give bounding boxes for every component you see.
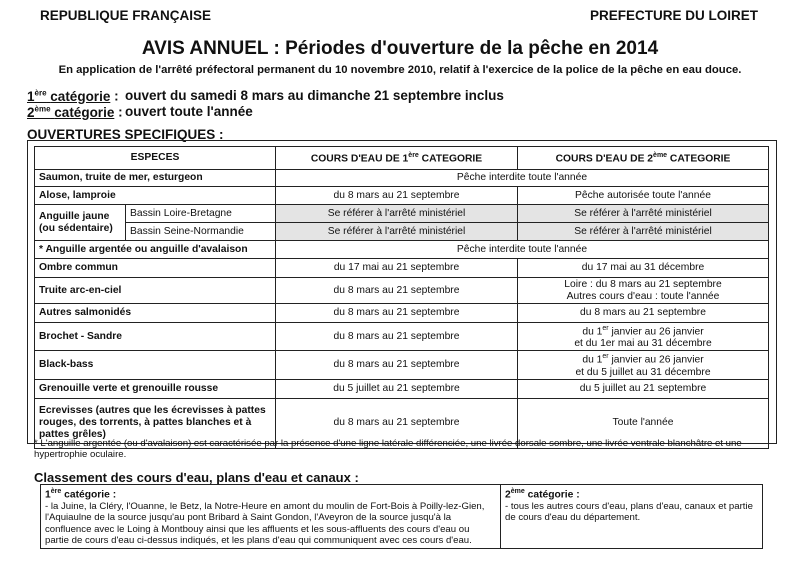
period-ombre-cat1: du 17 mai au 21 septembre: [276, 259, 518, 278]
table-row: [35, 278, 769, 304]
classement-cat1-cell: [41, 485, 501, 549]
species-alose: Alose, lamproie: [35, 187, 276, 205]
period-blackbass-cat2: du 1er janvier au 26 janvier et du 5 juillet au 31 décembre: [518, 351, 769, 379]
period-alose-cat1: du 8 mars au 21 septembre: [276, 187, 518, 205]
table-header-row: [35, 147, 769, 170]
footnote-anguille-argentee: * L'anguille argentée (ou d'avalaison) est caractérisée par la présence d'une ligne latérale différenciée, une livrée dorsale sombre, une livrée ventrale blanchâtre et une hypertrophie oculaire.: [34, 438, 742, 460]
classement-table: [40, 484, 763, 549]
species-salmonides: Autres salmonidés: [35, 304, 276, 323]
classement-cat2-cell: [501, 485, 763, 549]
period-blackbass-cat1: du 8 mars au 21 septembre: [276, 351, 518, 379]
table-row: [35, 223, 769, 241]
period-brochet-cat1: du 8 mars au 21 septembre: [276, 323, 518, 351]
table-row: [35, 351, 769, 379]
period-truite-cat2: Loire : du 8 mars au 21 septembre Autres cours d'eau : toute l'année: [518, 278, 769, 304]
period-ecrevisses-cat2: Toute l'année: [518, 398, 769, 448]
header-prefecture: PREFECTURE DU LOIRET: [590, 8, 759, 23]
period-anguille-seine-cat2: Se référer à l'arrêté ministériel: [518, 223, 769, 241]
classement-cat2-label: 2ème catégorie :: [505, 488, 580, 501]
basin-loire-bretagne: Bassin Loire-Bretagne: [126, 205, 276, 223]
basin-seine-normandie: Bassin Seine-Normandie: [126, 223, 276, 241]
period-salmonides-cat1: du 8 mars au 21 septembre: [276, 304, 518, 323]
period-truite-cat1: du 8 mars au 21 septembre: [276, 278, 518, 304]
period-grenouille-cat2: du 5 juillet au 21 septembre: [518, 379, 769, 398]
period-ecrevisses-cat1: du 8 mars au 21 septembre: [276, 398, 518, 448]
period-grenouille-cat1: du 5 juillet au 21 septembre: [276, 379, 518, 398]
species-saumon: Saumon, truite de mer, esturgeon: [35, 170, 276, 187]
openings-table: [34, 146, 769, 449]
table-row: [35, 205, 769, 223]
table-row: [35, 187, 769, 205]
species-anguille-jaune: Anguille jaune (ou sédentaire): [35, 205, 126, 241]
col-header-cat2: COURS D'EAU DE 2ème CATEGORIE: [518, 147, 769, 170]
header-republique: REPUBLIQUE FRANÇAISE: [40, 8, 212, 23]
period-salmonides-cat2: du 8 mars au 21 septembre: [518, 304, 769, 323]
period-brochet-cat2: du 1er janvier au 26 janvier et du 1er mai au 31 décembre: [518, 323, 769, 351]
species-brochet: Brochet - Sandre: [35, 323, 276, 351]
col-header-cat1: COURS D'EAU DE 1ère CATEGORIE: [276, 147, 518, 170]
col-header-especes: ESPECES: [35, 147, 276, 170]
table-row: [35, 379, 769, 398]
table-row: [35, 323, 769, 351]
table-row: [35, 304, 769, 323]
table-row: [35, 259, 769, 278]
category-2-value: ouvert toute l'année: [125, 104, 253, 119]
period-alose-cat2: Pêche autorisée toute l'année: [518, 187, 769, 205]
species-ecrevisses: Ecrevisses (autres que les écrevisses à pattes rouges, des torrents, à pattes blanches et à pattes grêles): [35, 398, 276, 448]
period-anguille-loire-cat2: Se référer à l'arrêté ministériel: [518, 205, 769, 223]
classement-cat1-text: - la Juine, la Cléry, l'Ouanne, le Betz, la Notre-Heure en amont du moulin de Fort-Bois à Poilly-lez-Gien, l'Aquiaulne de la source jusqu'au pont Bribard à Saint Gondon, l'Aveyron de la source jusqu'à la confluence avec le Loing à Montbouy ainsi que les affluents et les sous-affluents des cours d'eau ou partie de cours d'eau ci-dessus indiqués, et les plans d'eau qui communiquent avec ces cours d'eau.: [45, 500, 485, 547]
period-saumon: Pêche interdite toute l'année: [276, 170, 769, 187]
species-grenouille: Grenouille verte et grenouille rousse: [35, 379, 276, 398]
classement-title: Classement des cours d'eau, plans d'eau et canaux :: [34, 470, 359, 485]
species-blackbass: Black-bass: [35, 351, 276, 379]
category-1-line: 1ère catégorie : ouvert du samedi 8 mars au dimanche 21 septembre inclus: [27, 88, 504, 104]
category-1-value: ouvert du samedi 8 mars au dimanche 21 septembre inclus: [125, 88, 504, 103]
table-row: [35, 170, 769, 187]
period-anguille-seine-cat1: Se référer à l'arrêté ministériel: [276, 223, 518, 241]
species-anguille-argentee: * Anguille argentée ou anguille d'avalaison: [35, 241, 276, 259]
species-truite: Truite arc-en-ciel: [35, 278, 276, 304]
classement-cat2-text: - tous les autres cours d'eau, plans d'eau, canaux et partie de cours d'eau du département.: [505, 500, 753, 524]
category-2-line: 2ème catégorie : ouvert toute l'année: [27, 104, 253, 120]
table-row: [35, 241, 769, 259]
period-anguille-argentee: Pêche interdite toute l'année: [276, 241, 769, 259]
species-ombre: Ombre commun: [35, 259, 276, 278]
period-ombre-cat2: du 17 mai au 31 décembre: [518, 259, 769, 278]
page-title: AVIS ANNUEL : Périodes d'ouverture de la pêche en 2014: [141, 38, 659, 59]
specific-openings-title: OUVERTURES SPECIFIQUES :: [27, 127, 224, 142]
page-subtitle: En application de l'arrêté préfectoral permanent du 10 novembre 2010, relatif à l'exercice de la police de la pêche en eau douce.: [58, 64, 742, 76]
classement-cat1-label: 1ère catégorie :: [45, 488, 117, 501]
period-anguille-loire-cat1: Se référer à l'arrêté ministériel: [276, 205, 518, 223]
